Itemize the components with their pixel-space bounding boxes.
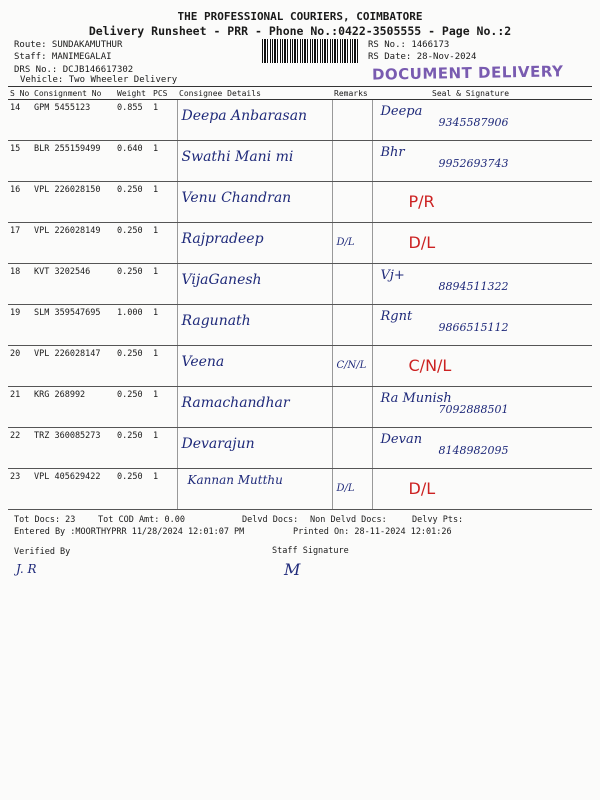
entered-by: Entered By :MOORTHYPRR 11/28/2024 12:01:07 PM: [14, 527, 245, 537]
runsheet-title: Delivery Runsheet - PRR - Phone No.:0422-3505555 - Page No.:2: [88, 24, 512, 38]
consignee-details: [177, 387, 332, 428]
consignment-number: VPL 226028147: [32, 346, 115, 387]
consignee-name: Ramachandhar: [181, 395, 290, 411]
consignment-number: KRG 268992: [32, 387, 115, 428]
recipient-signature: Vj+: [380, 268, 405, 283]
consignment-number: SLM 359547695: [32, 305, 115, 346]
consignee-details: [177, 223, 332, 264]
seal-and-signature: [372, 100, 592, 141]
seal-and-signature: [372, 141, 592, 182]
staff-signature: M: [284, 560, 301, 579]
delivery-status-mark: D/L: [408, 479, 436, 498]
table-row: [8, 428, 592, 469]
consignee-name: Swathi Mani mi: [181, 149, 294, 165]
non-delvd-docs: Non Delvd Docs:: [310, 515, 387, 525]
weight: 0.855: [115, 100, 151, 141]
consignment-number: VPL 226028149: [32, 223, 115, 264]
recipient-phone: 8148982095: [438, 444, 509, 457]
consignee-name: Rajpradeep: [181, 231, 264, 247]
consignment-number: BLR 255159499: [32, 141, 115, 182]
remarks: [332, 100, 372, 141]
vehicle: Vehicle: Two Wheeler Delivery: [20, 75, 178, 85]
recipient-signature: Devan: [380, 432, 423, 447]
remarks: [332, 182, 372, 223]
remarks: [332, 264, 372, 305]
col-consignee: Consignee Details: [177, 87, 332, 100]
consignee-name: Devarajun: [181, 436, 255, 452]
consignee-name: Ragunath: [181, 313, 251, 329]
serial-number: 23: [8, 469, 32, 510]
rs-number: RS No.: 1466173: [368, 40, 450, 50]
pieces: 1: [151, 346, 177, 387]
remarks: [332, 387, 372, 428]
weight: 0.250: [115, 346, 151, 387]
staff: Staff: MANIMEGALAI: [14, 52, 112, 62]
seal-and-signature: [372, 264, 592, 305]
recipient-signature: Rgnt: [380, 309, 413, 324]
table-row: [8, 141, 592, 182]
seal-and-signature: [372, 223, 592, 264]
remarks-text: C/N/L: [336, 360, 367, 371]
consignee-details: [177, 469, 332, 510]
consignee-name: Venu Chandran: [181, 190, 292, 206]
col-weight: Weight: [115, 87, 151, 100]
consignee-details: [177, 100, 332, 141]
weight: 0.250: [115, 264, 151, 305]
consignment-number: TRZ 360085273: [32, 428, 115, 469]
delivery-status-mark: D/L: [408, 233, 436, 252]
consignee-details: [177, 346, 332, 387]
printed-on: Printed On: 28-11-2024 12:01:26: [293, 527, 452, 537]
consignment-number: KVT 3202546: [32, 264, 115, 305]
weight: 1.000: [115, 305, 151, 346]
table-row: [8, 223, 592, 264]
document-delivery-stamp: DOCUMENT DELIVERY: [371, 62, 564, 84]
consignee-name: Deepa Anbarasan: [181, 108, 308, 124]
staff-signature-label: Staff Signature: [272, 546, 349, 556]
delvd-docs: Delvd Docs:: [242, 515, 299, 525]
consignee-name: VijaGanesh: [181, 272, 262, 288]
consignment-number: GPM 5455123: [32, 100, 115, 141]
delivery-status-mark: C/N/L: [408, 356, 452, 375]
remarks: [332, 305, 372, 346]
table-row: [8, 469, 592, 510]
serial-number: 19: [8, 305, 32, 346]
weight: 0.250: [115, 223, 151, 264]
col-consignment: Consignment No: [32, 87, 115, 100]
serial-number: 20: [8, 346, 32, 387]
seal-and-signature: [372, 182, 592, 223]
weight: 0.250: [115, 387, 151, 428]
col-remarks: Remarks: [332, 87, 372, 100]
pieces: 1: [151, 264, 177, 305]
recipient-phone: 8894511322: [438, 280, 509, 293]
table-row: [8, 182, 592, 223]
serial-number: 14: [8, 100, 32, 141]
recipient-phone: 7092888501: [438, 403, 509, 416]
seal-and-signature: [372, 305, 592, 346]
verified-by: Verified By: [14, 547, 71, 557]
col-signature: Seal & Signature: [372, 87, 592, 100]
consignee-details: [177, 264, 332, 305]
route: Route: SUNDAKAMUTHUR: [14, 40, 123, 50]
recipient-phone: 9345587906: [438, 116, 509, 129]
consignee-details: [177, 141, 332, 182]
recipient-signature: Bhr: [380, 145, 405, 160]
remarks: [332, 428, 372, 469]
delvy-pts: Delvy Pts:: [412, 515, 464, 525]
verified-signature: J. R: [16, 562, 37, 576]
serial-number: 18: [8, 264, 32, 305]
seal-and-signature: [372, 346, 592, 387]
recipient-signature: Ra Munish: [380, 391, 452, 406]
table-row: [8, 346, 592, 387]
consignee-name: Kannan Mutthu: [187, 473, 283, 487]
remarks-text: D/L: [336, 237, 355, 248]
col-pcs: PCS: [151, 87, 177, 100]
delivery-status-mark: P/R: [408, 192, 435, 211]
recipient-signature: Deepa: [380, 104, 423, 119]
consignee-name: Veena: [181, 354, 225, 370]
table-row: [8, 264, 592, 305]
seal-and-signature: [372, 387, 592, 428]
company-name: THE PROFESSIONAL COURIERS, COIMBATORE: [177, 10, 423, 23]
tot-cod: Tot COD Amt: 0.00: [98, 515, 185, 525]
drs-number: DRS No.: DCJB146617302: [14, 65, 134, 75]
remarks-text: D/L: [336, 483, 355, 494]
consignment-number: VPL 405629422: [32, 469, 115, 510]
recipient-phone: 9952693743: [438, 157, 509, 170]
seal-and-signature: [372, 428, 592, 469]
weight: 0.250: [115, 182, 151, 223]
consignee-details: [177, 428, 332, 469]
pieces: 1: [151, 100, 177, 141]
pieces: 1: [151, 141, 177, 182]
table-row: [8, 100, 592, 141]
remarks: [332, 223, 372, 264]
weight: 0.250: [115, 428, 151, 469]
col-sno: S No: [8, 87, 32, 100]
rs-date: RS Date: 28-Nov-2024: [368, 52, 477, 62]
pieces: 1: [151, 469, 177, 510]
weight: 0.250: [115, 469, 151, 510]
pieces: 1: [151, 182, 177, 223]
table-row: [8, 305, 592, 346]
consignee-details: [177, 182, 332, 223]
serial-number: 22: [8, 428, 32, 469]
table-row: [8, 387, 592, 428]
pieces: 1: [151, 387, 177, 428]
pieces: 1: [151, 223, 177, 264]
remarks: [332, 469, 372, 510]
remarks: [332, 141, 372, 182]
recipient-phone: 9866515112: [438, 321, 509, 334]
tot-docs: Tot Docs: 23: [14, 515, 76, 525]
consignment-number: VPL 226028150: [32, 182, 115, 223]
consignee-details: [177, 305, 332, 346]
table-header: [8, 87, 592, 100]
remarks: [332, 346, 372, 387]
weight: 0.640: [115, 141, 151, 182]
pieces: 1: [151, 428, 177, 469]
barcode: [262, 39, 358, 63]
serial-number: 16: [8, 182, 32, 223]
serial-number: 21: [8, 387, 32, 428]
serial-number: 15: [8, 141, 32, 182]
seal-and-signature: [372, 469, 592, 510]
pieces: 1: [151, 305, 177, 346]
delivery-table: [8, 86, 592, 510]
serial-number: 17: [8, 223, 32, 264]
